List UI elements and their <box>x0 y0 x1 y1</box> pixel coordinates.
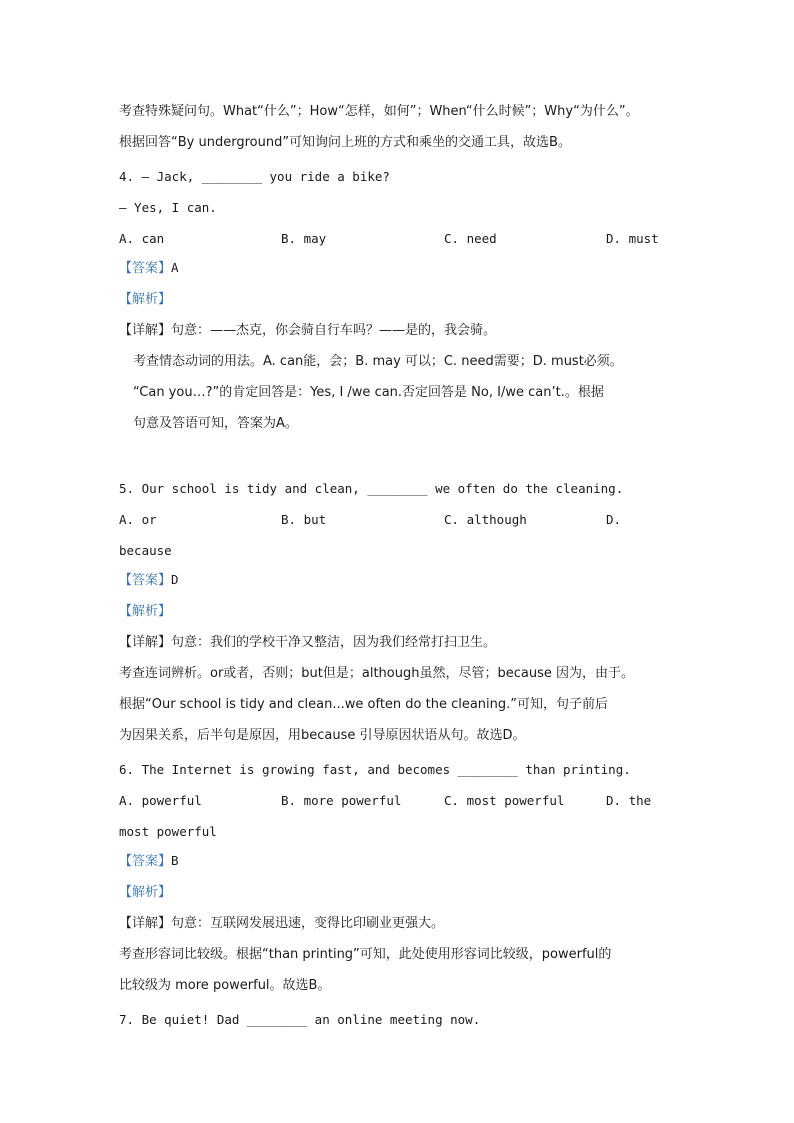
q5-answer <box>119 572 179 589</box>
detail-tag: 【详解】 <box>119 916 172 931</box>
answer-tag: 【答案】 <box>119 854 172 869</box>
detail-text: 句意：——杰克，你会骑自行车吗？——是的，我会骑。 <box>171 323 497 338</box>
detail-text: 句意：我们的学校干净又整洁，因为我们经常打扫卫生。 <box>171 635 497 650</box>
answer-value: A <box>171 260 179 275</box>
q5-analysis <box>119 603 171 620</box>
answer-value: B <box>171 853 179 868</box>
answer-tag: 【答案】 <box>119 573 172 588</box>
intro-line-1: 考查特殊疑问句。What“什么”；How“怎样，如何”；When“什么时候”；Why“为什么”。 <box>119 104 639 119</box>
q6-option-d: D. the <box>606 793 652 808</box>
q5-option-b: B. but <box>281 512 327 527</box>
q5-option-c: C. although <box>444 512 527 527</box>
answer-value: D <box>171 572 179 587</box>
q6-option-b: B. more powerful <box>281 793 402 808</box>
q4-answer <box>119 260 179 277</box>
q4-stem: 4. — Jack, ________ you ride a bike? <box>119 169 390 184</box>
q5-stem: 5. Our school is tidy and clean, ________ we often do the cleaning. <box>119 481 624 496</box>
detail-tag: 【详解】 <box>119 635 172 650</box>
q6-option-wrap: most powerful <box>119 824 217 839</box>
q4-detail <box>119 322 496 339</box>
q4-option-a: A. can <box>119 231 165 246</box>
q6-option-c: C. most powerful <box>444 793 565 808</box>
q5-option-wrap: because <box>119 543 172 558</box>
detail-text: 句意：互联网发展迅速，变得比印刷业更强大。 <box>171 916 445 931</box>
q4-explain-3: 句意及答语可知，答案为A。 <box>133 416 298 431</box>
q6-explain-1: 考查形容词比较级。根据“than printing”可知，此处使用形容词比较级，powerful的 <box>119 947 612 962</box>
q5-explain-2: 根据“Our school is tidy and clean...we often do the cleaning.”可知，句子前后 <box>119 697 609 712</box>
intro-line-2: 根据回答“By underground”可知询问上班的方式和乘坐的交通工具，故选B。 <box>119 135 571 150</box>
q5-explain-3: 为因果关系，后半句是原因，用because 引导原因状语从句。故选D。 <box>119 728 526 743</box>
q6-answer <box>119 853 179 870</box>
detail-tag: 【详解】 <box>119 323 172 338</box>
q6-explain-2: 比较级为 more powerful。故选B。 <box>119 978 331 993</box>
q6-analysis <box>119 884 171 901</box>
q4-option-d: D. must <box>606 231 659 246</box>
analysis-tag: 【解析】 <box>119 604 172 619</box>
q4-explain-2: “Can you…?”的肯定回答是：Yes, I /we can.否定回答是 No, I/we can’t.。根据 <box>133 385 604 400</box>
q5-detail <box>119 634 496 651</box>
q6-detail <box>119 915 444 932</box>
q6-stem: 6. The Internet is growing fast, and becomes ________ than printing. <box>119 762 631 777</box>
q4-option-c: C. need <box>444 231 497 246</box>
q5-option-a: A. or <box>119 512 157 527</box>
q4-reply: — Yes, I can. <box>119 200 217 215</box>
answer-tag: 【答案】 <box>119 261 172 276</box>
analysis-tag: 【解析】 <box>119 292 172 307</box>
q5-option-d: D. <box>606 512 622 527</box>
q5-explain-1: 考查连词辨析。or或者，否则；but但是；although虽然，尽管；because 因为，由于。 <box>119 666 634 681</box>
q4-analysis <box>119 291 171 308</box>
q4-explain-1: 考查情态动词的用法。A. can能，会；B. may 可以；C. need需要；D. must必须。 <box>133 354 623 369</box>
analysis-tag: 【解析】 <box>119 885 172 900</box>
q4-option-b: B. may <box>281 231 327 246</box>
q7-stem: 7. Be quiet! Dad ________ an online meeting now. <box>119 1012 481 1027</box>
q6-option-a: A. powerful <box>119 793 202 808</box>
